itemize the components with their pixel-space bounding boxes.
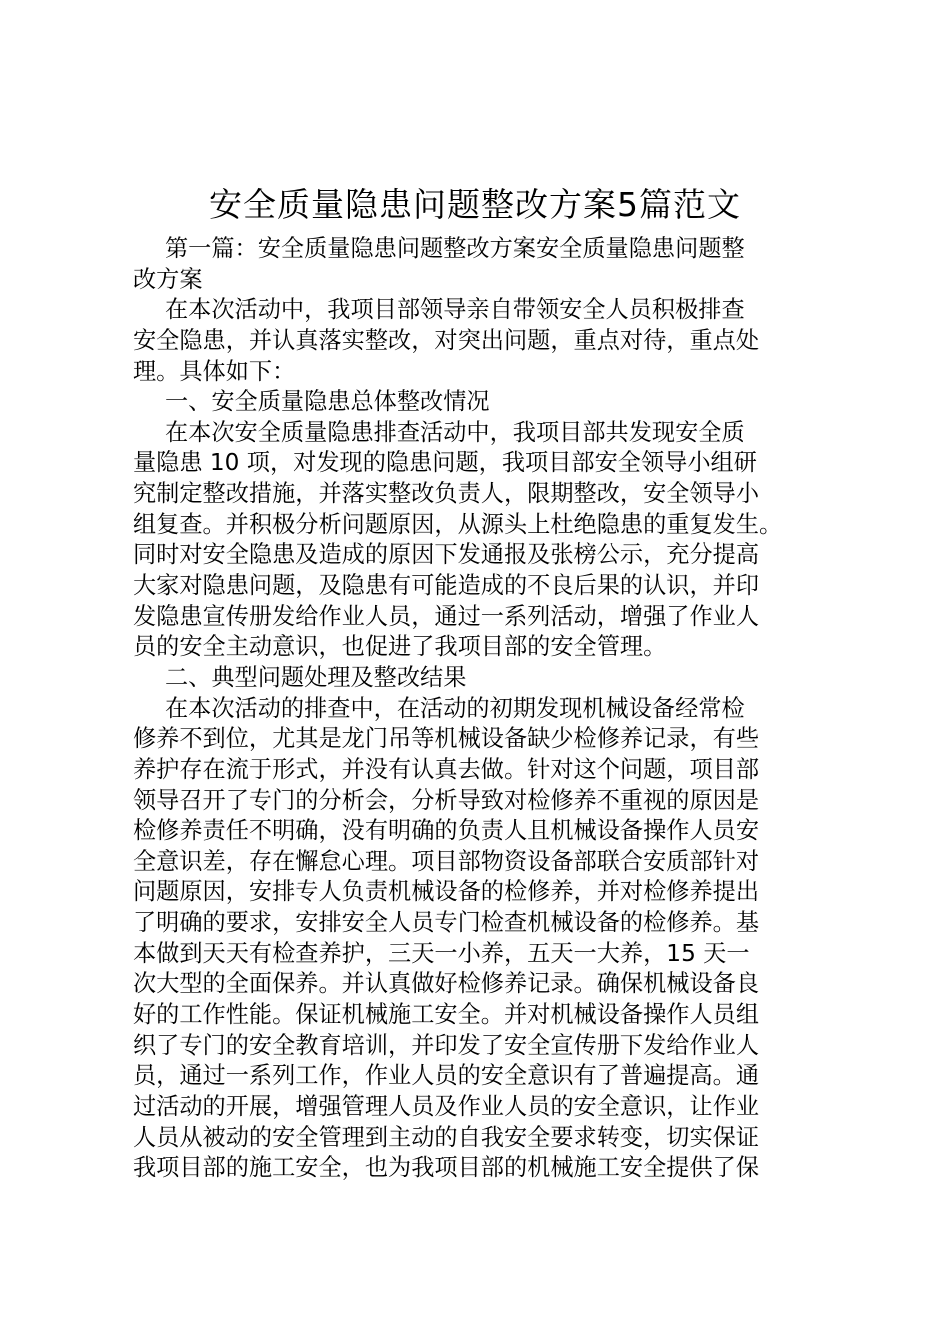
paragraph-line: 在本次活动中，我项目部领导亲自带领安全人员积极排查 bbox=[165, 296, 745, 324]
paragraph-line: 在本次活动的排查中，在活动的初期发现机械设备经常检 bbox=[165, 694, 745, 722]
paragraph-line: 发隐患宣传册发给作业人员，通过一系列活动，增强了作业人 bbox=[133, 602, 760, 630]
paragraph-line: 全意识差，存在懈怠心理。项目部物资设备部联合安质部针对 bbox=[133, 847, 760, 875]
paragraph-line: 量隐患 10 项，对发现的隐患问题，我项目部安全领导小组研 bbox=[133, 449, 757, 477]
paragraph-line: 领导召开了专门的分析会，分析导致对检修养不重视的原因是 bbox=[133, 786, 760, 814]
paragraph-line: 次大型的全面保养。并认真做好检修养记录。确保机械设备良 bbox=[133, 970, 760, 998]
paragraph-line: 问题原因，安排专人负责机械设备的检修养，并对检修养提出 bbox=[133, 878, 760, 906]
paragraph-line: 改方案 bbox=[133, 265, 203, 293]
paragraph-line: 过活动的开展，增强管理人员及作业人员的安全意识，让作业 bbox=[133, 1092, 760, 1120]
paragraph-line: 了明确的要求，安排安全人员专门检查机械设备的检修养。基 bbox=[133, 909, 760, 937]
paragraph-line: 究制定整改措施，并落实整改负责人，限期整改，安全领导小 bbox=[133, 480, 760, 508]
paragraph-line: 员，通过一系列工作，作业人员的安全意识有了普遍提高。通 bbox=[133, 1062, 760, 1090]
document-body bbox=[133, 234, 823, 1184]
document-title: 安全质量隐患问题整改方案5篇范文 bbox=[209, 185, 741, 224]
paragraph-line: 理。具体如下： bbox=[133, 357, 296, 385]
section-heading: 一、安全质量隐患总体整改情况 bbox=[165, 388, 490, 416]
paragraph-line: 大家对隐患问题，及隐患有可能造成的不良后果的认识，并印 bbox=[133, 572, 760, 600]
paragraph-line: 员的安全主动意识，也促进了我项目部的安全管理。 bbox=[133, 633, 667, 661]
paragraph-line: 在本次安全质量隐患排查活动中，我项目部共发现安全质 bbox=[165, 418, 745, 446]
paragraph-line: 我项目部的施工安全，也为我项目部的机械施工安全提供了保 bbox=[133, 1154, 760, 1182]
paragraph-line: 修养不到位，尤其是龙门吊等机械设备缺少检修养记录，有些 bbox=[133, 725, 760, 753]
paragraph-line: 同时对安全隐患及造成的原因下发通报及张榜公示，充分提高 bbox=[133, 541, 760, 569]
paragraph-line: 安全隐患，并认真落实整改，对突出问题，重点对待，重点处 bbox=[133, 326, 760, 354]
paragraph-line: 检修养责任不明确，没有明确的负责人且机械设备操作人员安 bbox=[133, 817, 760, 845]
paragraph-line: 养护存在流于形式，并没有认真去做。针对这个问题，项目部 bbox=[133, 755, 760, 783]
paragraph-line: 本做到天天有检查养护，三天一小养，五天一大养，15 天一 bbox=[133, 939, 750, 967]
paragraph-line: 织了专门的安全教育培训，并印发了安全宣传册下发给作业人 bbox=[133, 1031, 760, 1059]
paragraph-line: 第一篇：安全质量隐患问题整改方案安全质量隐患问题整 bbox=[165, 235, 745, 262]
paragraph-line: 组复查。并积极分析问题原因，从源头上杜绝隐患的重复发生。 bbox=[133, 510, 783, 538]
paragraph-line: 人员从被动的安全管理到主动的自我安全要求转变，切实保证 bbox=[133, 1123, 760, 1151]
paragraph-line: 好的工作性能。保证机械施工安全。并对机械设备操作人员组 bbox=[133, 1001, 760, 1029]
section-heading: 二、典型问题处理及整改结果 bbox=[165, 663, 467, 691]
